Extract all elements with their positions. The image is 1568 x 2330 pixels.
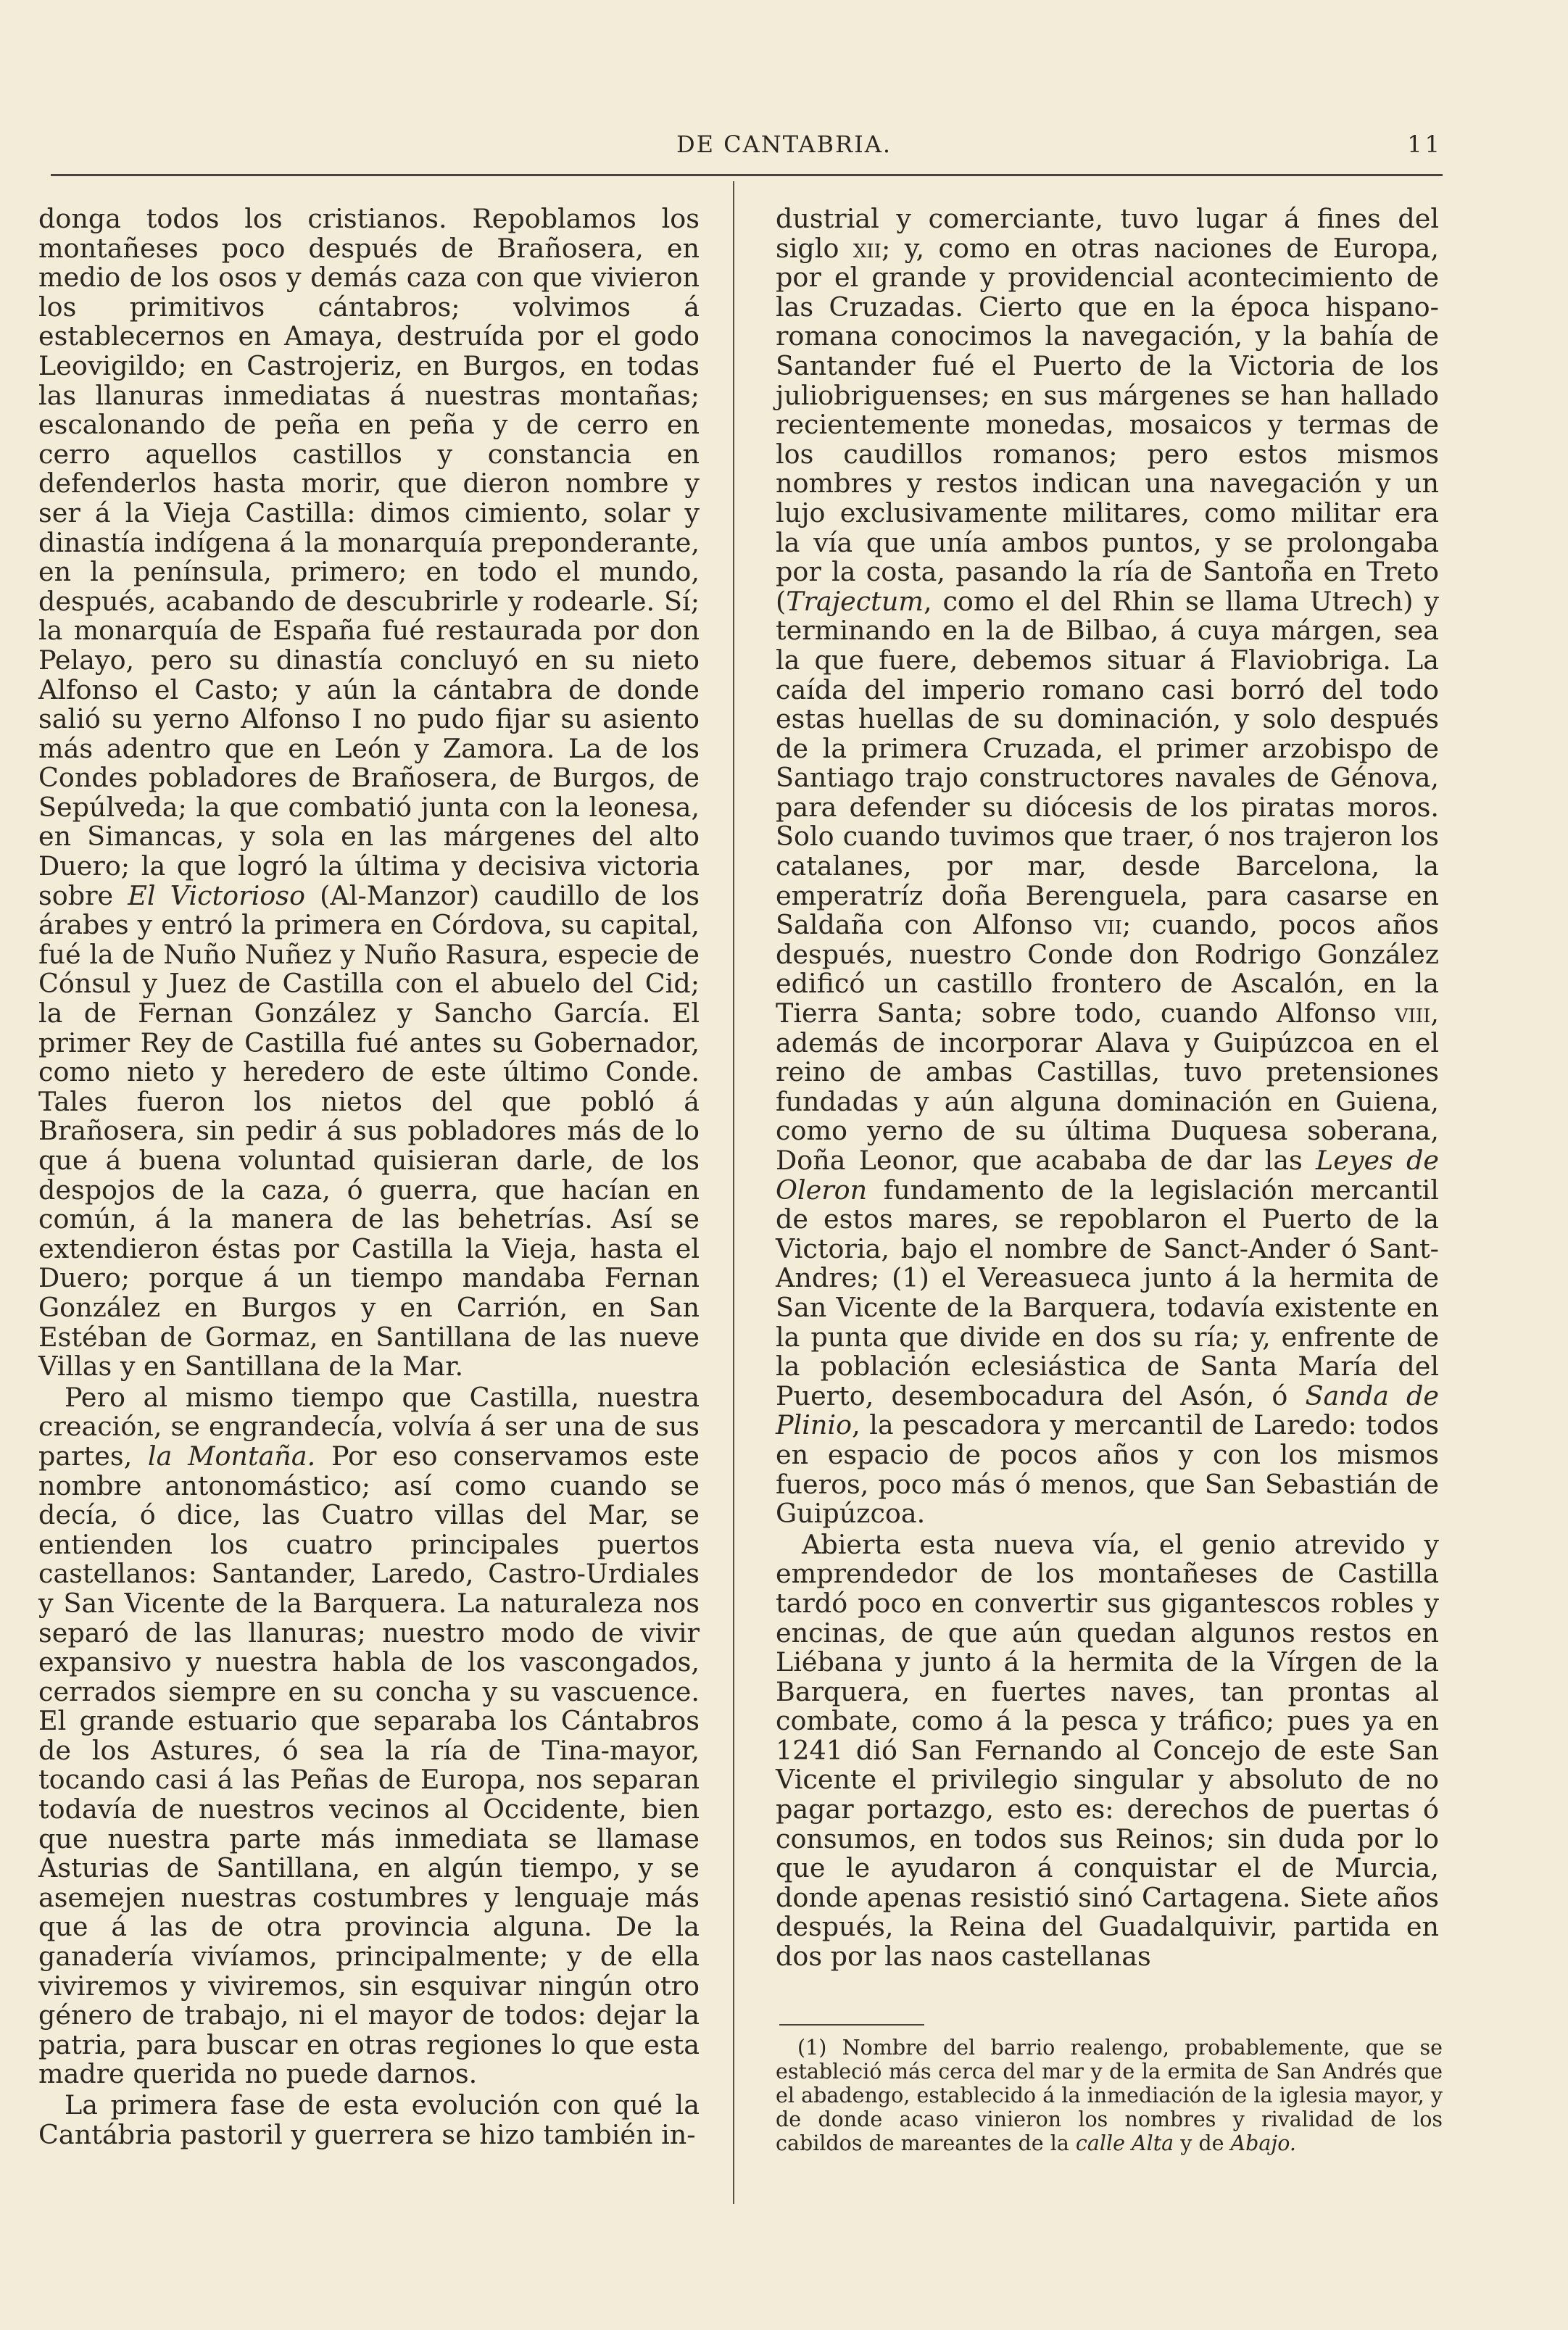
column-divider bbox=[733, 181, 734, 2204]
footnote-text-b: y de bbox=[1180, 2131, 1224, 2155]
right-p1-italic-sanda: Sanda de Plinio bbox=[776, 1380, 1440, 1441]
left-paragraph-2 bbox=[38, 1383, 700, 2089]
left-p1-text-b: (Al-Manzor) caudillo de los árabes y entró la primera en Córdova, su capital, fué la de Nuño Nuñez y Nuño Rasura, especie de Cónsul y Juez de Castilla con el abuelo del Cid; la de Fernan González y Sancho García. El primer Rey de Castilla fué antes su Gobernador, como nieto y heredero de este último Conde. Tales fueron los nietos del que pobló á Brañosera, sin pedir á sus pobladores más de lo que á buena voluntad quisieran darle, de los despojos de la caza, ó guerra, que hacían en común, á la manera de las behetrías. Así se extendieron éstas por Castilla la Vieja, hasta el Duero; porque á un tiempo mandaba Fernan González en Burgos y en Carrión, en San Estéban de Gormaz, en Santillana de las nueve Villas y en Santillana de la Mar. bbox=[38, 879, 700, 1382]
right-paragraph-1 bbox=[776, 204, 1439, 1529]
left-p1-text: donga todos los cristianos. Repoblamos los montañeses poco después de Brañosera, en medio de los osos y demás caza con que vivieron los primitivos cántabros; volvimos á establecernos en Amaya, destruída por el godo Leovigildo; en Castrojeriz, en Burgos, en todas las llanuras inmediatas á nuestras montañas; escalonando de peña en peña y de cerro en cerro aquellos castillos y constancia en defenderlos hasta morir, que dieron nombre y ser á la Vieja Castilla: dimos cimiento, solar y dinastía indígena á la monarquía preponderante, en la península, primero; en todo el mundo, después, acabando de descubrirle y rodearle. Sí; la monarquía de España fué restaurada por don Pelayo, pero su dinastía concluyó en su nieto Alfonso el Casto; y aún la cántabra de donde salió su yerno Alfonso I no pudo fijar su asiento más adentro que en León y Zamora. La de los Condes pobladores de Brañosera, de Burgos, de Sepúlveda; la que combatió junta con la leonesa, en Simancas, y sola en las márgenes del alto Duero; la que logró la última y decisiva victoria sobre bbox=[38, 203, 700, 911]
right-p1-century: xii bbox=[853, 232, 882, 264]
left-paragraph-3: La primera fase de esta evolución con qué la Cantábria pastoril y guerrera se hizo también in- bbox=[38, 2089, 700, 2150]
left-p2-text: Pero al mismo tiempo que Castilla, nuestra creación, se engrandecía, volvía á ser una de sus partes, bbox=[38, 1381, 700, 1472]
footnote bbox=[776, 2036, 1443, 2155]
left-column bbox=[38, 204, 700, 2149]
right-p1-text-a: dustrial y comerciante, tuvo lugar á fines del siglo bbox=[776, 203, 1439, 264]
footnote-text bbox=[776, 2036, 1443, 2155]
right-p1-text-b: ; y, como en otras naciones de Europa, por el grande y providencial acontecimiento de las Cruzadas. Cierto que en la época hispano-romana conocimos la navegación, y la bahía de Santander fué el Puerto de la Victoria de los juliobriguenses; en sus márgenes se han hallado recientemente monedas, mosaicos y termas de los caudillos romanos; pero estos mismos nombres y restos indican una navegación y un lujo exclusivamente militares, como militar era la vía que unía ambos puntos, y se prolongaba por la costa, pasando la ría de Santoña en Treto ( bbox=[776, 232, 1439, 617]
right-column bbox=[776, 204, 1439, 1972]
right-p1-text-e: , además de incorporar Alava y Guipúzcoa en el reino de ambas Castillas, tuvo pretensiones fundadas y aún alguna dominación en Guiena, como yerno de su última Duquesa soberana, Doña Leonor, que acababa de dar las bbox=[776, 998, 1440, 1176]
right-p1-text-f: fundamento de la legislación mercantil de estos mares, se repoblaron el Puerto de la Victoria, bajo el nombre de Sanct-Ander ó Sant-Andres; (1) el Vereasueca junto á la hermita de San Vicente de la Barquera, todavía existente en la punta que divide en dos su ría; y, enfrente de la población eclesiástica de Santa María del Puerto, desembocadura del Asón, ó bbox=[776, 1174, 1439, 1411]
right-p1-regnal-vii: vii bbox=[1093, 909, 1122, 941]
right-p1-text-c: , como el del Rhin se llama Utrech) y terminando en la de Bilbao, á cuya márgen, sea la que fuere, debemos situar á Flaviobriga. La caída del imperio romano casi borró del todo estas huellas de su dominación, y solo después de la primera Cruzada, el primer arzobispo de Santiago trajo constructores navales de Génova, para defender su diócesis de los piratas moros. Solo cuando tuvimos que traer, ó nos trajeron los catalanes, por mar, desde Barcelona, la emperatríz doña Berenguela, para casarse en Saldaña con Alfonso bbox=[776, 585, 1439, 941]
right-p1-italic-trajectum: Trajectum bbox=[786, 585, 924, 617]
right-paragraph-2: Abierta esta nueva vía, el genio atrevido y emprendedor de los montañeses de Castilla tardó poco en convertir sus gigantescos robles y encinas, de que aún quedan algunos restos en Liébana y junto á la hermita de la Vírgen de la Barquera, en fuertes naves, tan prontas al combate, como á la pesca y tráfico; pues ya en 1241 dió San Fernando al Concejo de este San Vicente el privilegio singular y absoluto de no pagar portazgo, esto es: derechos de puertas ó consumos, en todos sus Reinos; sin duda por lo que le ayudaron á conquistar el de Murcia, donde apenas resistió sinó Cartagena. Siete años después, la Reina del Guadalquivir, partida en dos por las naos castellanas bbox=[776, 1528, 1439, 1973]
footnote-italic-abajo: Abajo. bbox=[1230, 2131, 1296, 2155]
footnote-text-a: (1) Nombre del barrio realengo, probablemente, que se estableció más cerca del mar y de la ermita de San Andrés que el abadengo, establecido á la inmediación de la iglesia mayor, y de donde acaso vinieron los nombres y rivalidad de los cabildos de mareantes de la bbox=[776, 2036, 1443, 2155]
left-p2-text-b: Por eso conservamos este nombre antonomástico; así como cuando se decía, ó dice, las Cuatro villas del Mar, se entienden los cuatro principales puertos castellanos: Santander, Laredo, Castro-Urdiales y San Vicente de la Barquera. La naturaleza nos separó de las llanuras; nuestro modo de vivir expansivo y nuestra habla de los vascongados, cerrados siempre en su concha y su vascuence. El grande estuario que separaba los Cántabros de los Astures, ó sea la ría de Tina-mayor, tocando casi á las Peñas de Europa, nos separan todavía de nuestros vecinos al Occidente, bien que nuestra parte más inmediata se llamase Asturias de Santillana, en algún tiempo, y se asemejen nuestras costumbres y lenguaje más que á las de otra provincia alguna. De la ganadería vivíamos, principalmente; y de ella viviremos y viviremos, sin esquivar ningún otro género de trabajo, ni el mayor de todos: dejar la patria, para buscar en otras regiones lo que esta madre querida no puede darnos. bbox=[38, 1440, 700, 2090]
right-p1-text-g: , la pescadora y mercantil de Laredo: todos en espacio de pocos años y con los mismos fueros, poco más ó menos, que San Sebastián de Guipúzcoa. bbox=[776, 1409, 1439, 1530]
left-p2-italic: la Montaña. bbox=[147, 1440, 316, 1472]
page-number: 11 bbox=[1407, 130, 1443, 158]
footnote-italic-calle-alta: calle Alta bbox=[1075, 2131, 1174, 2155]
header-rule bbox=[51, 174, 1443, 176]
right-p1-italic-leyes: Leyes de Oleron bbox=[776, 1145, 1439, 1206]
right-p1-text-d: ; cuando, pocos años después, nuestro Conde don Rodrigo González edificó un castillo frontero de Ascalón, en la Tierra Santa; sobre todo, cuando Alfonso bbox=[776, 909, 1439, 1029]
footnote-rule bbox=[779, 2024, 924, 2026]
left-p1-italic: El Victorioso bbox=[128, 879, 305, 911]
left-paragraph-1 bbox=[38, 204, 700, 1382]
right-p1-regnal-viii: viii bbox=[1394, 998, 1431, 1029]
running-header-title: DE CANTABRIA. bbox=[676, 130, 892, 158]
